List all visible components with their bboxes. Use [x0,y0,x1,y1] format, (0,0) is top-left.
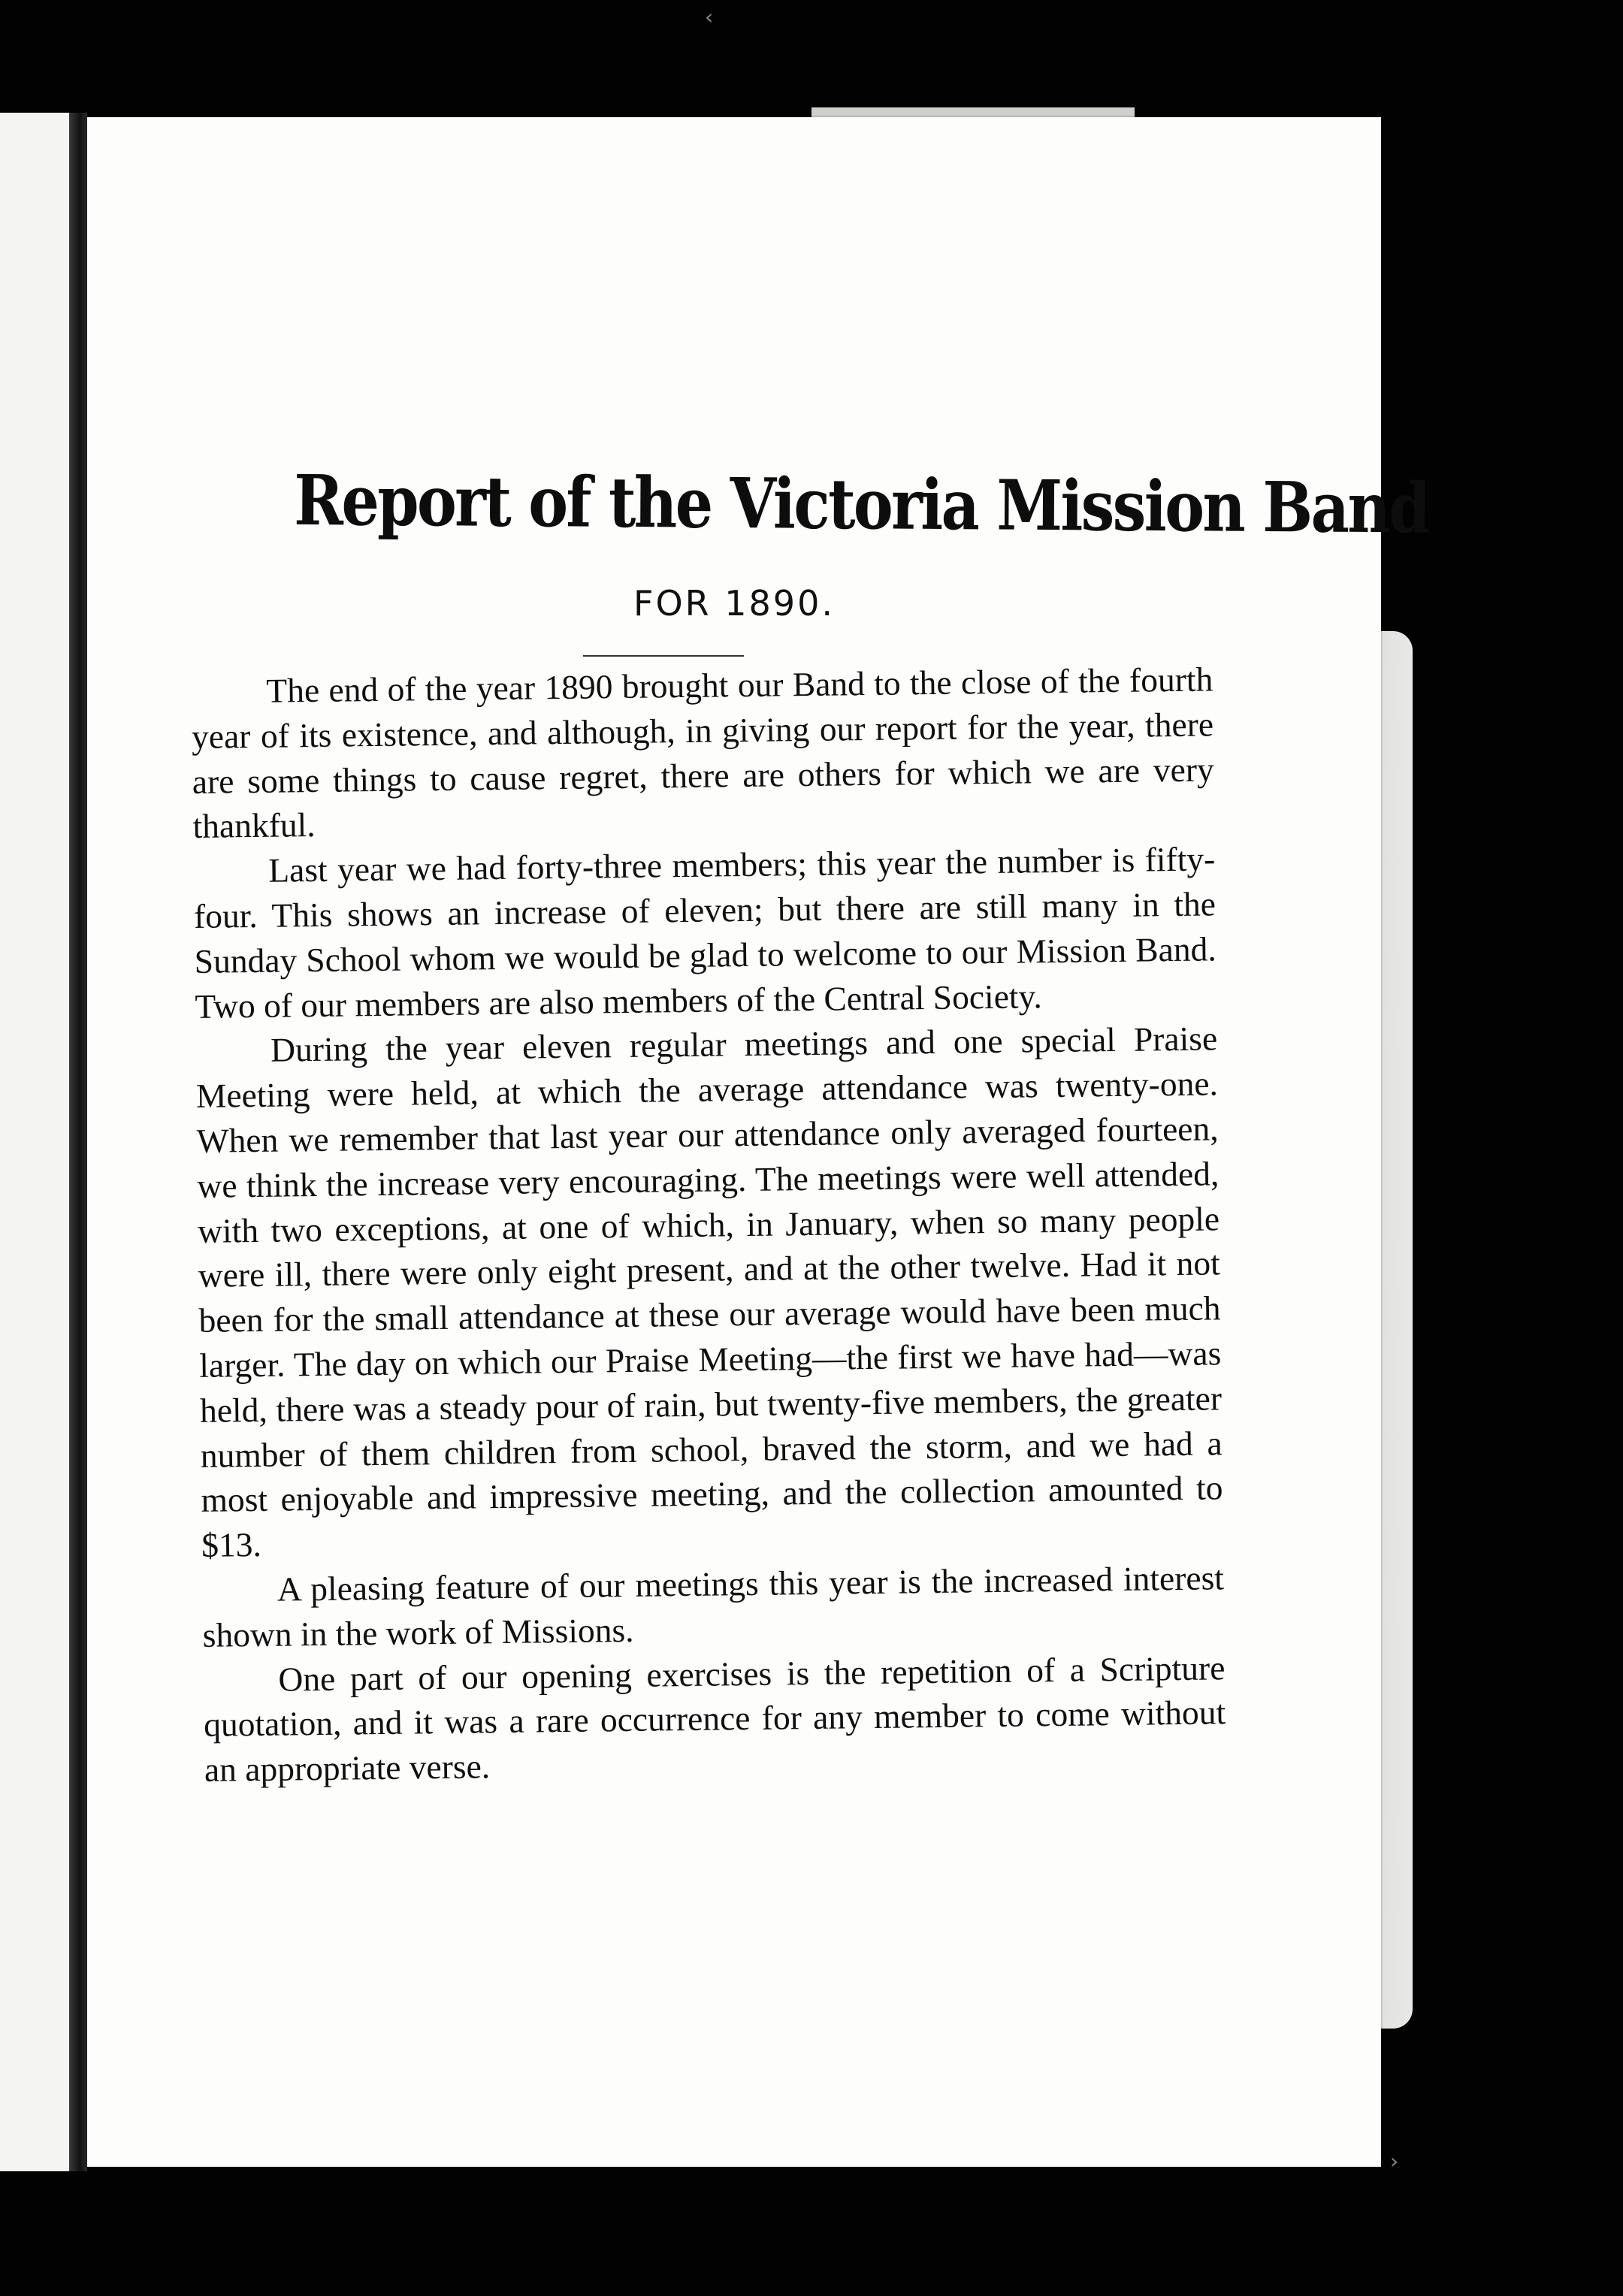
book-gutter [69,113,87,2171]
report-body [191,657,1226,1792]
report-title: Report of the Victoria Mission Band [294,459,1429,549]
paragraph-2: Last year we had forty-three members; this year the number is fifty-four. This shows an increase of eleven; but there are still many in the Sunday School whom we would be glad to welcome to our Mission Band. Two of our members are also members of the Central Society. [193,839,1216,1026]
title-divider-rule [583,655,744,657]
paragraph-3: During the year eleven regular meetings and one special Praise Meeting were held, at which the average attendance was twenty-one. When we remember that last year our attendance only averaged fourteen, we think the increase very encouraging. The meetings were well attended, with two exceptions, at one of which, in January, when so many people were ill, there were only eight present, and at the other twelve. Had it not been for the small attendance at these our average would have been much larger. The day on which our Praise Meeting—the first we have had—was held, there was a steady pour of rain, but twenty-five members, the greater number of them children from school, braved the storm, and we had a most enjoyable and impressive meeting, and the collection amounted to $13. [195,1019,1223,1565]
scan-speck: › [1390,2149,1399,2174]
scan-speck: ‹ [705,5,714,29]
report-year-subtitle: FOR 1890. [633,583,835,624]
paragraph-1: The end of the year 1890 brought our Band to the close of the fourth year of its existence, and although, in giving our report for the year, there are some things to cause regret, there are others for which we are very thankful. [191,660,1215,846]
paragraph-5: One part of our opening exercises is the repetition of a Scripture quotation, and it was a rare occurrence for any member to come without an appropriate verse. [203,1648,1226,1790]
document-page [87,117,1429,2167]
facing-page-edge [0,113,69,2171]
paragraph-4: A pleasing feature of our meetings this year is the increased interest shown in the work of Missions. [202,1558,1225,1654]
